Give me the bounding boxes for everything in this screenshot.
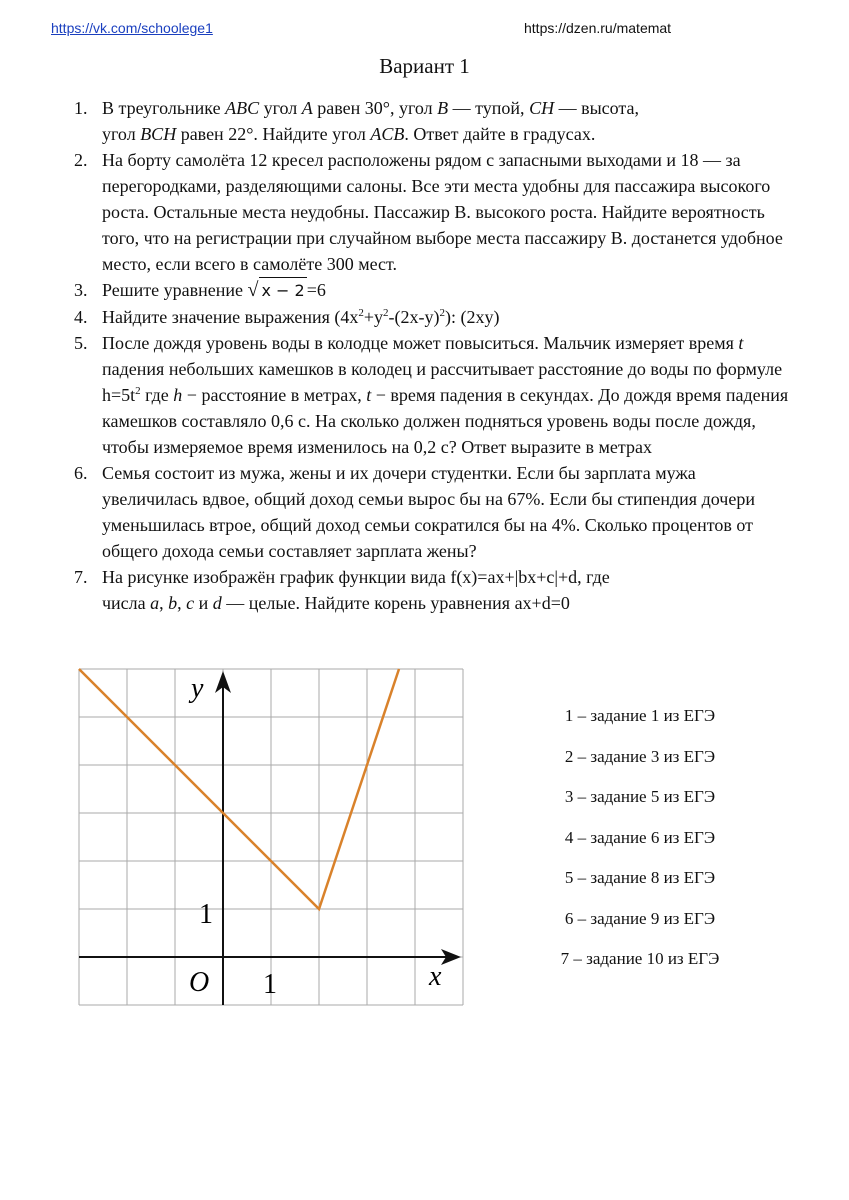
task-7 xyxy=(74,564,794,616)
math-var: c xyxy=(186,593,195,613)
legend-list xyxy=(535,706,745,990)
task-3 xyxy=(74,277,794,304)
math-var: a xyxy=(150,593,160,613)
task-text: равен 30°, угол xyxy=(312,98,438,118)
x-axis-label: x xyxy=(429,961,442,992)
exponent: 2 xyxy=(358,307,364,319)
exponent: 2 xyxy=(383,307,389,319)
legend-item: 4 – задание 6 из ЕГЭ xyxy=(564,827,716,847)
task-text: На рисунке изображён график функции вида f(x)=ax+|bx+c|+d, где xyxy=(102,567,610,587)
task-text: -(2x-y) xyxy=(388,307,440,327)
math-var: B xyxy=(437,98,449,118)
task-text: Решите уравнение xyxy=(102,280,248,300)
task-text: После дождя уровень воды в колодце может повыситься. Мальчик измеряет время xyxy=(102,333,739,353)
function-graph xyxy=(76,666,466,1008)
task-text: =6 xyxy=(306,280,326,300)
task-number: 7. xyxy=(74,567,88,587)
legend-item: 5 – задание 8 из ЕГЭ xyxy=(564,868,716,887)
task-text: Семья состоит из мужа, жены и их дочери студентки. Если бы зарплата мужа увеличилась вдвое, общий доход семьи вырос бы на 67%. Если бы стипендия дочери уменьшилась втрое, общий доход семьи сократился бы на 4%. Сколько процентов от общего дохода семьи составляет зарплата жены? xyxy=(102,463,755,561)
task-text: Найдите значение выражения (4x xyxy=(102,307,359,327)
math-var: BCH xyxy=(140,124,177,144)
exponent: 2 xyxy=(135,385,141,397)
dzen-link: https://dzen.ru/matemat xyxy=(524,20,672,36)
grid xyxy=(79,669,463,1005)
task-number: 1. xyxy=(74,98,88,118)
task-text: угол xyxy=(259,98,302,118)
task-text: числа xyxy=(102,593,151,613)
origin-label: O xyxy=(189,967,210,998)
task-number: 4. xyxy=(74,307,88,327)
y-axis-label: y xyxy=(191,673,204,704)
math-var: CH xyxy=(529,98,555,118)
task-text: падения небольших камешков в колодец и рассчитывает расстояние до воды по формуле h=5t xyxy=(102,359,783,405)
radicand: x − 2 xyxy=(259,277,306,304)
legend-item: 2 – задание 3 из ЕГЭ xyxy=(564,746,716,766)
task-1 xyxy=(74,95,794,147)
exponent: 2 xyxy=(439,307,446,319)
math-var: A xyxy=(301,98,313,118)
task-text: . Ответ дайте в градусах. xyxy=(404,124,596,144)
vk-link[interactable]: https://vk.com/schoolege1 xyxy=(51,20,213,36)
y-unit-label: 1 xyxy=(199,899,213,930)
task-text: — тупой, xyxy=(448,98,530,118)
task-text: и xyxy=(194,593,213,613)
legend-item: 6 – задание 9 из ЕГЭ xyxy=(564,908,716,928)
task-5 xyxy=(74,330,794,460)
math-var: d xyxy=(212,593,222,613)
legend-item: 1 – задание 1 из ЕГЭ xyxy=(564,706,716,725)
math-var: t xyxy=(366,385,372,405)
legend-item: 3 – задание 5 из ЕГЭ xyxy=(564,787,716,806)
task-text: , xyxy=(177,593,187,613)
task-text: +y xyxy=(363,307,384,327)
task-number: 2. xyxy=(74,150,88,170)
sqrt-sign: √ xyxy=(247,279,259,301)
math-var: b xyxy=(168,593,178,613)
math-var: h xyxy=(173,385,183,405)
task-text: На борту самолёта 12 кресел расположены рядом с запасными выходами и 18 — за перегородками, разделяющими салоны. Все эти места удобны для пассажира высокого роста. Остальные места неудобны. Пассажир В. высокого роста. Найдите вероятность того, что на регистрации при случайном выборе места пассажиру В. достанется удобное место, если всего в самолёте 300 мест. xyxy=(102,150,783,274)
math-var: t xyxy=(738,333,744,353)
task-text: − расстояние в метрах, xyxy=(182,385,367,405)
page-title: Вариант 1 xyxy=(379,54,470,78)
task-text: — высота, xyxy=(554,98,639,118)
legend-item: 7 – задание 10 из ЕГЭ xyxy=(560,949,720,968)
task-text: угол xyxy=(102,124,141,144)
task-text: равен 22°. Найдите угол xyxy=(176,124,371,144)
task-list xyxy=(74,95,794,616)
math-var: ACB xyxy=(370,124,405,144)
task-6 xyxy=(74,460,794,564)
math-var: ABC xyxy=(225,98,260,118)
task-number: 5. xyxy=(74,333,88,353)
task-number: 3. xyxy=(74,280,88,300)
task-number: 6. xyxy=(74,463,88,483)
task-text: где xyxy=(140,385,174,405)
x-unit-label: 1 xyxy=(263,969,277,1000)
task-text: − время падения в секундах. До дождя время падения камешков составляло 0,6 с. На сколько должен подняться уровень воды после дождя, чтобы измеряемое время изменилось на 0,2 с? Ответ выразите в метрах xyxy=(102,385,789,457)
task-text: В треугольнике xyxy=(102,98,226,118)
task-text: — целые. Найдите корень уравнения ax+d=0 xyxy=(221,593,570,613)
task-2 xyxy=(74,147,794,277)
task-4 xyxy=(74,304,794,330)
task-text: ): (2xy) xyxy=(445,307,500,327)
task-text: , xyxy=(159,593,169,613)
